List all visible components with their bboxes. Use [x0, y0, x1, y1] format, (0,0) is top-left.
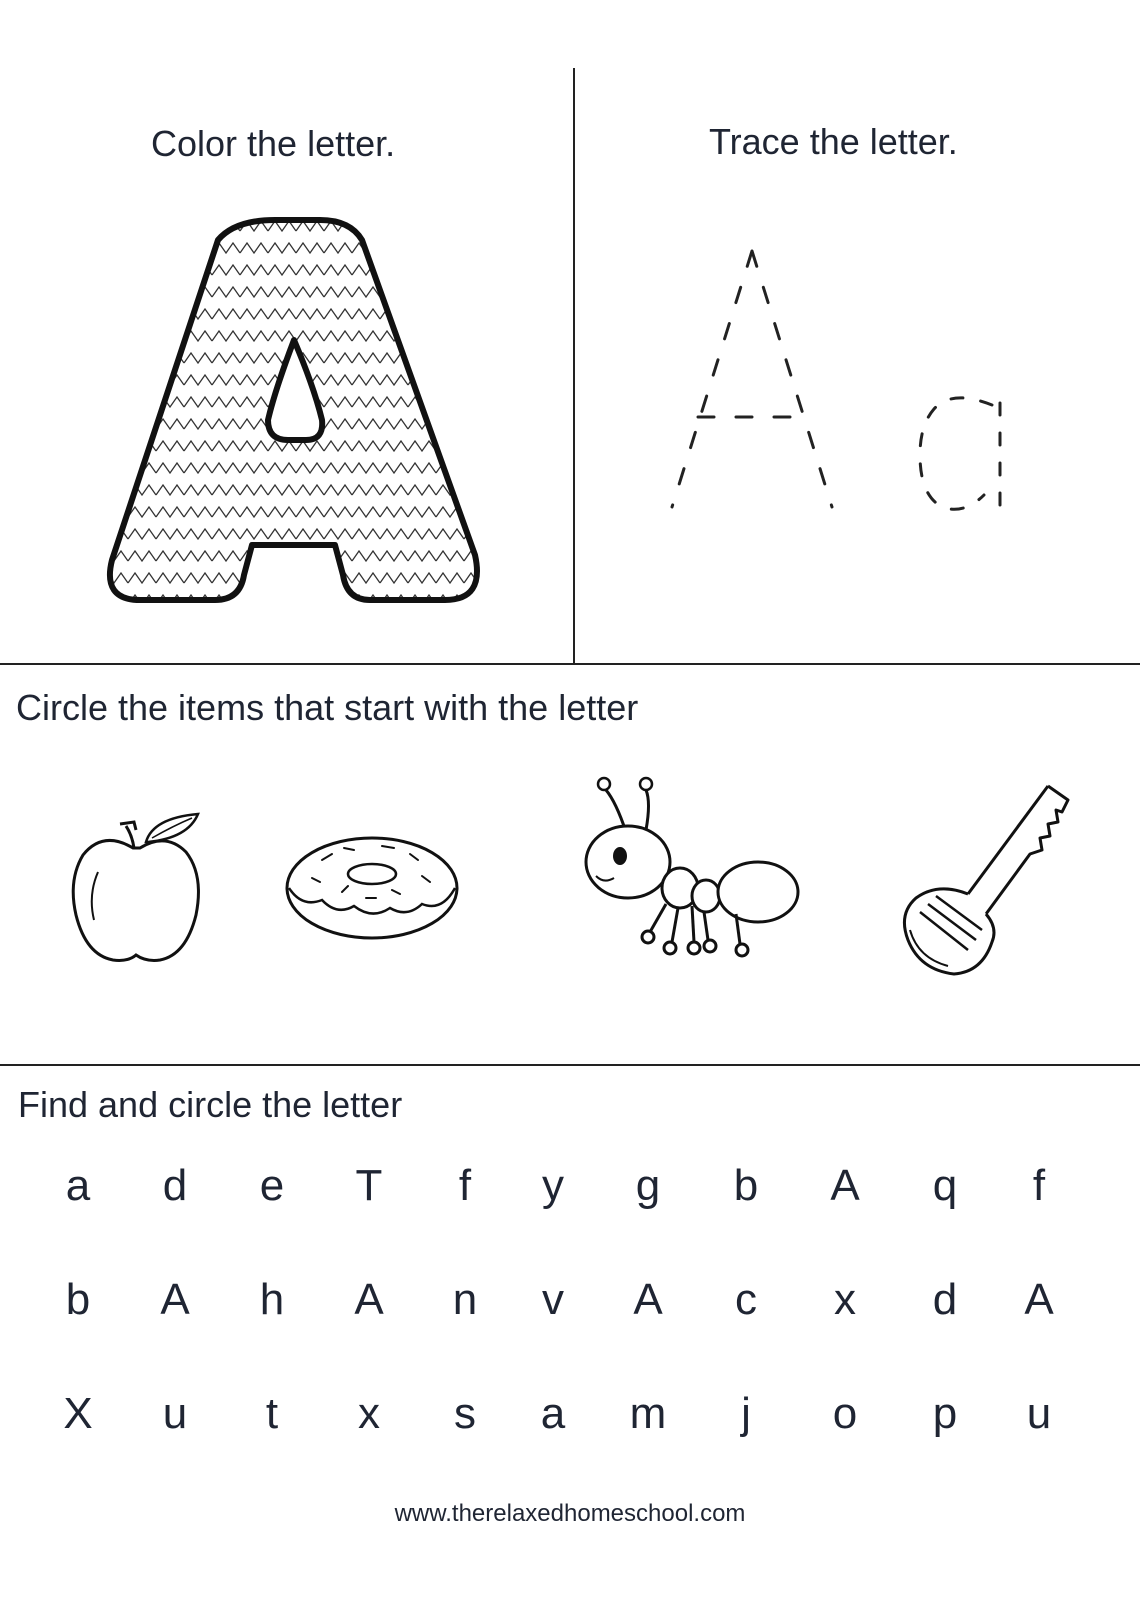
find-letter-cell[interactable]: A: [354, 1275, 384, 1324]
trace-letter-title: Trace the letter.: [709, 121, 958, 162]
find-letter-cell[interactable]: t: [265, 1389, 279, 1438]
find-letter-cell[interactable]: b: [65, 1275, 91, 1324]
horizontal-divider-bottom: [0, 1064, 1140, 1066]
apple-icon[interactable]: [68, 810, 208, 970]
find-letter-cell[interactable]: q: [932, 1161, 958, 1210]
find-letter-cell[interactable]: x: [834, 1275, 856, 1324]
find-letter-cell[interactable]: X: [63, 1389, 93, 1438]
ant-icon[interactable]: [576, 772, 806, 982]
find-letter-cell[interactable]: n: [452, 1275, 478, 1324]
find-letter-cell[interactable]: f: [1032, 1161, 1046, 1210]
find-letter-cell[interactable]: A: [1024, 1275, 1054, 1324]
donut-icon[interactable]: [282, 828, 462, 948]
find-letter-cell[interactable]: o: [832, 1389, 858, 1438]
vertical-divider: [573, 68, 575, 664]
circle-items-title: Circle the items that start with the letter: [16, 687, 639, 728]
find-letter-cell[interactable]: a: [65, 1161, 91, 1210]
find-letter-cell[interactable]: j: [741, 1389, 751, 1438]
find-letter-cell[interactable]: y: [542, 1161, 564, 1210]
find-letter-cell[interactable]: x: [358, 1389, 380, 1438]
color-letter-title: Color the letter.: [151, 123, 396, 164]
key-icon[interactable]: [898, 782, 1078, 982]
find-letter-cell[interactable]: v: [542, 1275, 564, 1324]
find-letter-cell[interactable]: u: [1026, 1389, 1052, 1438]
bubble-letter-A-icon[interactable]: [100, 215, 490, 615]
find-letter-cell[interactable]: d: [162, 1161, 188, 1210]
find-letter-cell[interactable]: u: [162, 1389, 188, 1438]
find-letter-cell[interactable]: d: [932, 1275, 958, 1324]
find-letter-cell[interactable]: e: [259, 1161, 285, 1210]
footer-url: www.therelaxedhomeschool.com: [394, 1500, 746, 1527]
find-letter-cell[interactable]: m: [629, 1389, 667, 1438]
find-letter-cell[interactable]: p: [932, 1389, 958, 1438]
find-letter-cell[interactable]: b: [733, 1161, 759, 1210]
find-letter-cell[interactable]: A: [830, 1161, 860, 1210]
find-letter-cell[interactable]: s: [454, 1389, 476, 1438]
trace-lowercase-a-icon[interactable]: [912, 395, 1012, 525]
find-letter-title: Find and circle the letter: [18, 1084, 403, 1125]
trace-uppercase-A-icon[interactable]: [660, 245, 840, 515]
find-letter-cell[interactable]: A: [160, 1275, 190, 1324]
horizontal-divider-top: [0, 663, 1140, 665]
find-letter-cell[interactable]: f: [458, 1161, 472, 1210]
find-letter-cell[interactable]: c: [735, 1275, 757, 1324]
find-letter-cell[interactable]: A: [633, 1275, 663, 1324]
find-letter-cell[interactable]: T: [355, 1161, 383, 1210]
find-letter-cell[interactable]: a: [540, 1389, 566, 1438]
find-letter-cell[interactable]: g: [635, 1161, 661, 1210]
find-letter-cell[interactable]: h: [259, 1275, 285, 1324]
